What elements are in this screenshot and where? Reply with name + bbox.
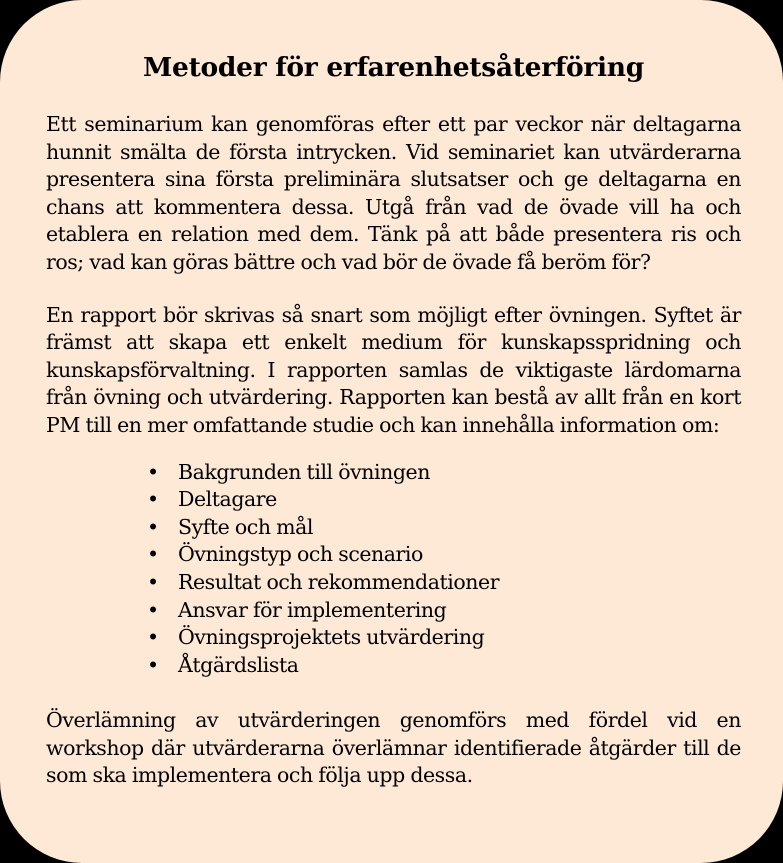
bullet-icon: • [147, 597, 159, 622]
list-item [147, 514, 741, 542]
list-item [147, 541, 741, 569]
paragraph-handover: Överlämning av utvärderingen genomförs med fördel vid en workshop där utvärderarna överlämnar identifierade åtgärder till de som ska implementera och följa upp dessa. [46, 708, 741, 788]
list-item [147, 569, 741, 597]
list-item-text: Syfte och mål [178, 514, 314, 539]
bullet-icon: • [147, 514, 159, 539]
list-item-text: Övningsprojektets utvärdering [178, 625, 485, 650]
paragraph-seminar: Ett seminarium kan genomföras efter ett par veckor när deltagarna hunnit smälta de första intrycken. Vid seminariet kan utvärderarna presentera sina första preliminära slutsatser och ge deltagarna en chans att kommentera dessa. Utgå från vad de övade vill ha och etablera en relation med dem. Tänk på att både presentera ris och ros; vad kan göras bättre och vad bör de övade få beröm för? [46, 112, 741, 274]
list-item-text: Övningstyp och scenario [178, 542, 423, 567]
list-item-text: Ansvar för implementering [178, 597, 447, 622]
bullet-icon: • [147, 487, 159, 512]
bullet-icon: • [147, 542, 159, 567]
list-item [147, 597, 741, 625]
bullet-icon: • [147, 652, 159, 677]
list-item-text: Resultat och rekommendationer [178, 569, 500, 594]
list-item-text: Bakgrunden till övningen [178, 459, 430, 484]
paragraph-report: En rapport bör skrivas så snart som möjligt efter övningen. Syftet är främst att skapa ett enkelt medium för kunskapsspridning och kunskapsförvaltning. I rapporten samlas de viktigaste lärdomarna från övning och utvärdering. Rapporten kan bestå av allt från en kort PM till en mer omfattande studie och kan innehålla information om: [46, 302, 741, 437]
list-item [147, 486, 741, 514]
bullet-icon: • [147, 569, 159, 594]
list-item [147, 652, 741, 680]
bullet-icon: • [147, 625, 159, 650]
list-item-text: Deltagare [178, 487, 277, 512]
document-title: Metoder för erfarenhetsåterföring [143, 52, 644, 83]
bullet-icon: • [147, 459, 159, 484]
list-item [147, 459, 741, 487]
list-item-text: Åtgärdslista [178, 652, 299, 677]
report-contents-list [46, 459, 741, 680]
list-item [147, 624, 741, 652]
